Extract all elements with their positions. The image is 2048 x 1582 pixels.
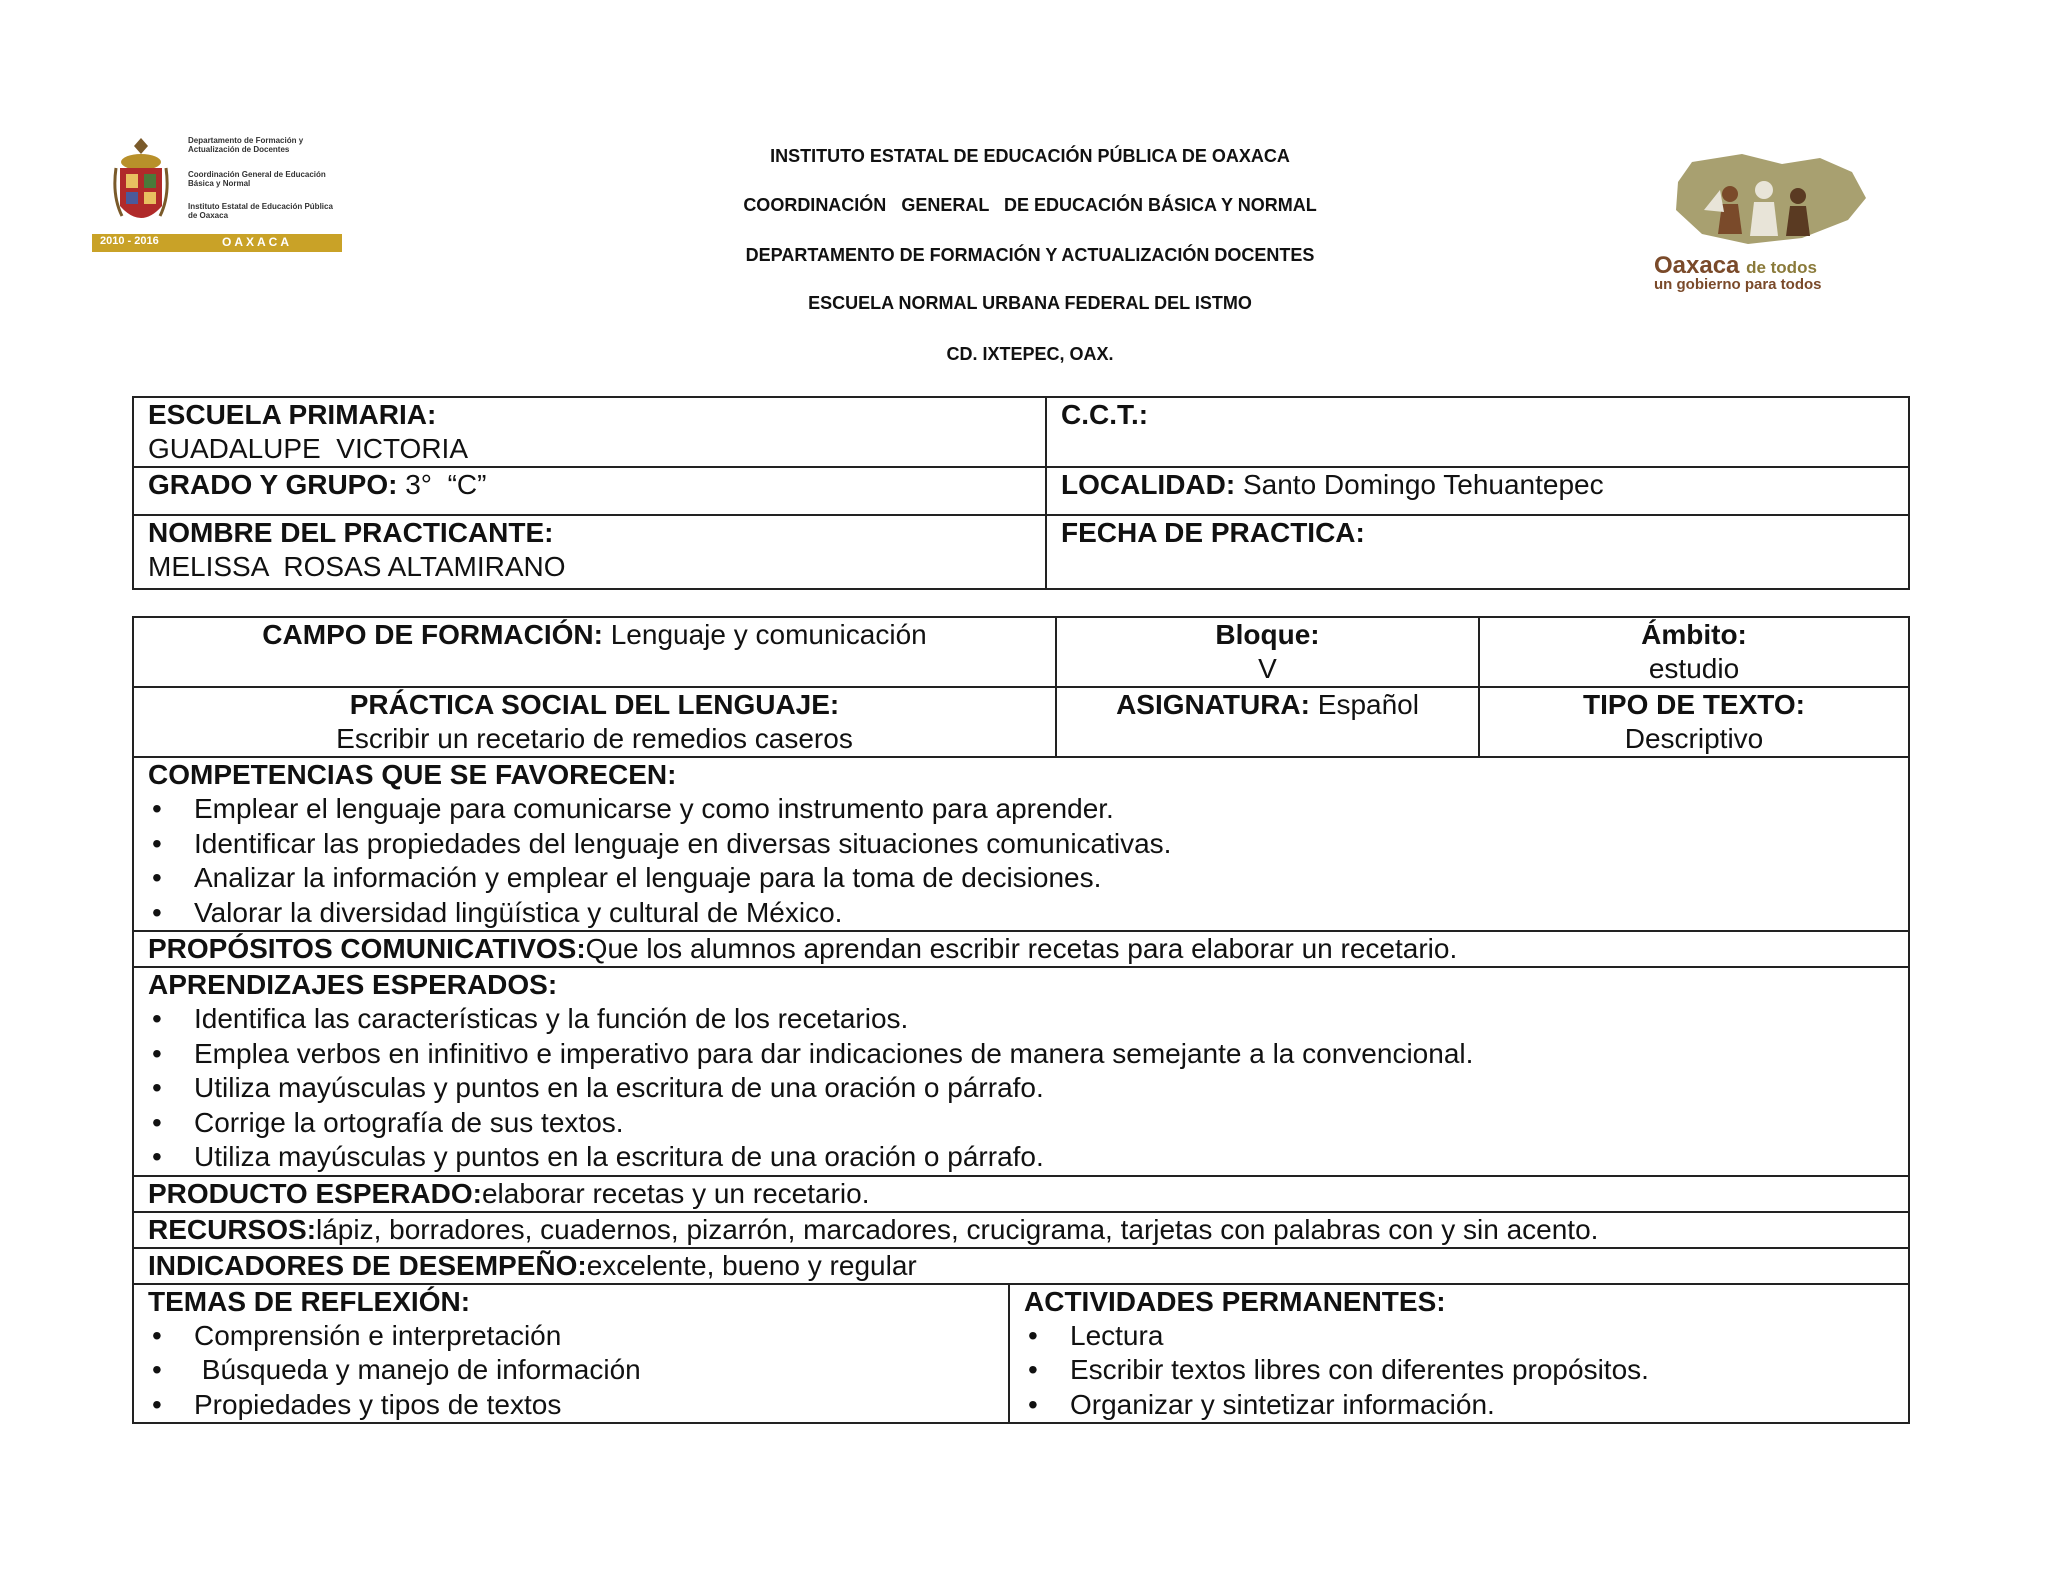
list-item: • Búsqueda y manejo de información [194, 1353, 994, 1388]
aprendizajes-cell [133, 967, 1909, 1176]
grado-cell [133, 467, 1046, 515]
info-table [132, 396, 1910, 590]
recursos-label: RECURSOS: [148, 1213, 317, 1245]
competencias-list [148, 792, 1894, 930]
list-item: • Organizar y sintetizar información. [1070, 1388, 1894, 1423]
propositos-cell [133, 931, 1909, 967]
campo-cell [133, 617, 1056, 687]
tipo-label: TIPO DE TEXTO: [1583, 689, 1805, 720]
escuela-label: ESCUELA PRIMARIA: [148, 399, 437, 430]
oaxaca-map-icon [1652, 150, 1884, 255]
campo-value: Lenguaje y comunicación [610, 619, 927, 650]
ambito-label: Ámbito: [1641, 619, 1747, 650]
practica-value: Escribir un recetario de remedios caseros [336, 723, 853, 754]
fecha-label: FECHA DE PRACTICA: [1061, 517, 1365, 548]
plan-table [132, 616, 1910, 1424]
escuela-value: GUADALUPE VICTORIA [148, 433, 469, 464]
temas-label: TEMAS DE REFLEXIÓN: [148, 1285, 471, 1317]
recursos-cell [133, 1212, 1909, 1248]
list-item: • Propiedades y tipos de textos [194, 1388, 994, 1423]
temas-cell [133, 1284, 1009, 1424]
bloque-label: Bloque: [1215, 619, 1320, 650]
grado-value: 3° “C” [405, 469, 487, 500]
aprendizajes-label: APRENDIZAJES ESPERADOS: [148, 969, 558, 1000]
logo-state: OAXACA [222, 235, 293, 249]
list-item: • Lectura [1070, 1319, 1894, 1354]
logo-text-1: Departamento de Formación y Actualización de Docentes [188, 136, 304, 154]
bloque-cell [1056, 617, 1479, 687]
asignatura-label: ASIGNATURA: [1116, 689, 1310, 720]
list-item: • Corrige la ortografía de sus textos. [194, 1106, 1894, 1141]
cct-cell [1046, 397, 1909, 467]
asignatura-cell [1056, 687, 1479, 757]
header-coordination: COORDINACIÓN GENERAL DE EDUCACIÓN BÁSICA Y NORMAL [743, 195, 1317, 215]
header-institute: INSTITUTO ESTATAL DE EDUCACIÓN PÚBLICA DE OAXACA [770, 146, 1290, 166]
producto-cell [133, 1176, 1909, 1212]
escuela-cell [133, 397, 1046, 467]
practicante-label: NOMBRE DEL PRACTICANTE: [148, 517, 554, 548]
practica-label: PRÁCTICA SOCIAL DEL LENGUAJE: [349, 689, 840, 720]
actividades-list [1024, 1319, 1894, 1423]
competencias-label: COMPETENCIAS QUE SE FAVORECEN: [148, 759, 677, 790]
localidad-cell [1046, 467, 1909, 515]
localidad-value: Santo Domingo Tehuantepec [1242, 469, 1604, 500]
list-item: • Escribir textos libres con diferentes propósitos. [1070, 1353, 1894, 1388]
grado-label: GRADO Y GRUPO: [148, 469, 398, 500]
header-school: ESCUELA NORMAL URBANA FEDERAL DEL ISTMO [808, 293, 1252, 313]
propositos-label: PROPÓSITOS COMUNICATIVOS: [148, 933, 586, 964]
actividades-label: ACTIVIDADES PERMANENTES: [1024, 1285, 1446, 1317]
logo-text-2: Coordinación General de Educación Básica y Normal [188, 170, 326, 188]
logo-years: 2010 - 2016 [100, 235, 159, 247]
list-item: • Emplea verbos en infinitivo e imperativo para dar indicaciones de manera semejante a la convencional. [194, 1037, 1894, 1072]
tipo-value: Descriptivo [1624, 723, 1764, 754]
list-item: • Emplear el lenguaje para comunicarse y como instrumento para aprender. [194, 792, 1894, 827]
list-item: • Utiliza mayúsculas y puntos en la escritura de una oración o párrafo. [194, 1071, 1894, 1106]
practicante-value: MELISSA ROSAS ALTAMIRANO [148, 551, 566, 582]
list-item: • Comprensión e interpretación [194, 1319, 994, 1354]
list-item: • Identificar las propiedades del lenguaje en diversas situaciones comunicativas. [194, 827, 1894, 862]
fecha-cell [1046, 515, 1909, 589]
ambito-cell [1479, 617, 1909, 687]
producto-value: elaborar recetas y un recetario. [481, 1177, 870, 1209]
oaxaca-brand: Oaxaca de todos [1654, 252, 1817, 279]
list-item: • Valorar la diversidad lingüística y cultural de México. [194, 896, 1894, 931]
asignatura-value: Español [1317, 689, 1419, 720]
oaxaca-slogan: un gobierno para todos [1654, 276, 1822, 293]
temas-list [148, 1319, 994, 1423]
header-department: DEPARTAMENTO DE FORMACIÓN Y ACTUALIZACIÓN DOCENTES [745, 245, 1315, 265]
practicante-cell [133, 515, 1046, 589]
indicadores-value: excelente, bueno y regular [586, 1249, 917, 1281]
localidad-label: LOCALIDAD: [1061, 469, 1236, 500]
recursos-value: lápiz, borradores, cuadernos, pizarrón, marcadores, crucigrama, tarjetas con palabras con y sin acento. [316, 1213, 1599, 1245]
logo-text-3: Instituto Estatal de Educación Pública de Oaxaca [188, 202, 333, 220]
bloque-value: V [1258, 653, 1277, 684]
list-item: • Utiliza mayúsculas y puntos en la escritura de una oración o párrafo. [194, 1140, 1894, 1175]
oaxaca-logo [1652, 150, 1884, 300]
header-city: CD. IXTEPEC, OAX. [946, 344, 1114, 364]
campo-label: CAMPO DE FORMACIÓN: [262, 619, 603, 650]
actividades-cell [1009, 1284, 1909, 1424]
ieepo-logo [92, 132, 342, 254]
indicadores-label: INDICADORES DE DESEMPEÑO: [148, 1249, 587, 1281]
producto-label: PRODUCTO ESPERADO: [148, 1177, 482, 1209]
propositos-value: Que los alumnos aprendan escribir recetas para elaborar un recetario. [585, 933, 1458, 964]
coat-of-arms-icon [112, 136, 170, 232]
competencias-cell [133, 757, 1909, 931]
cct-label: C.C.T.: [1061, 399, 1149, 430]
indicadores-cell [133, 1248, 1909, 1284]
ambito-value: estudio [1648, 653, 1740, 684]
aprendizajes-list [148, 1002, 1894, 1175]
tipo-cell [1479, 687, 1909, 757]
list-item: • Identifica las características y la función de los recetarios. [194, 1002, 1894, 1037]
list-item: • Analizar la información y emplear el lenguaje para la toma de decisiones. [194, 861, 1894, 896]
practica-cell [133, 687, 1056, 757]
